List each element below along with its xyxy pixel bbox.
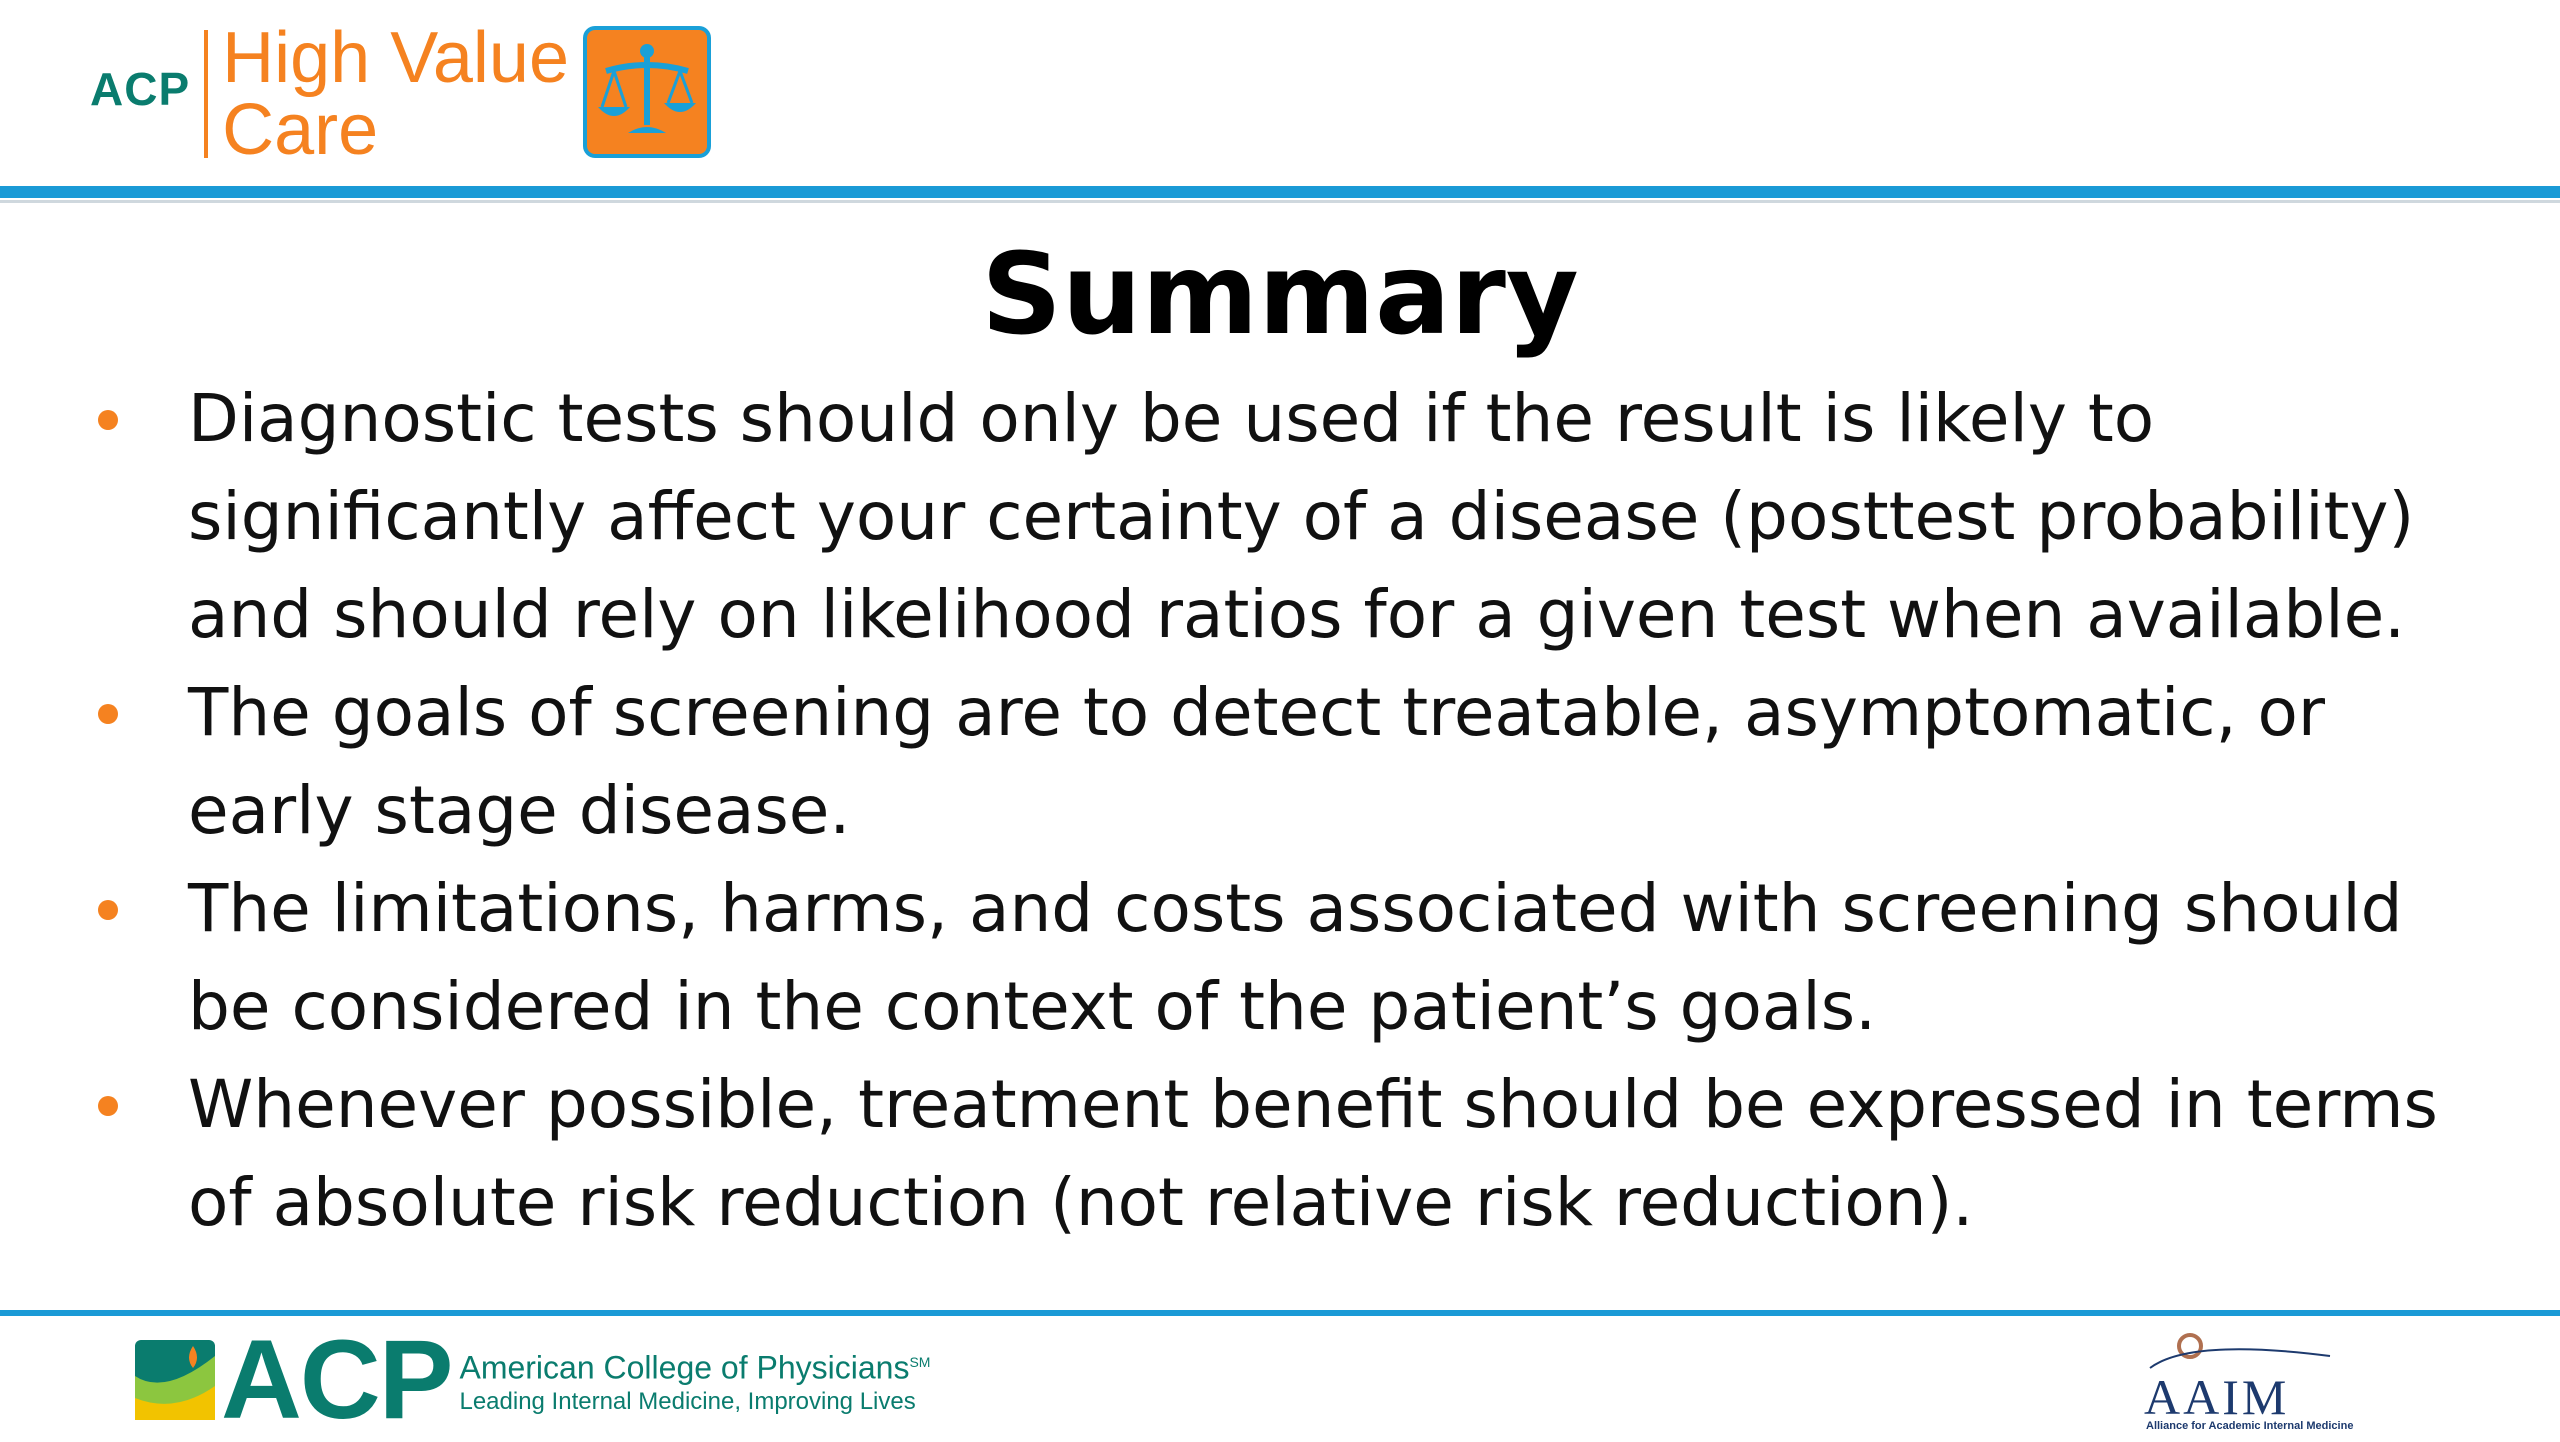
service-mark: SM (909, 1354, 931, 1371)
aaim-logo (2130, 1330, 2430, 1430)
acp-footer-logo (135, 1317, 931, 1442)
bullet-dot-icon (98, 410, 118, 430)
acp-footer-text (459, 1343, 930, 1417)
footer-rule (0, 1310, 2560, 1316)
bullet-text: The goals of screening are to detect treatable, asymptomatic, or early stage disease. (188, 674, 2326, 849)
acp-small-wordmark: ACP (90, 63, 191, 115)
header-rule (0, 186, 2560, 198)
summary-bullet-list (90, 370, 2520, 1252)
hvc-line-1: High Value (222, 18, 570, 98)
acp-organization-name (459, 1343, 930, 1387)
high-value-care-logo (90, 18, 711, 170)
slide-title: Summary (981, 230, 1579, 360)
bullet-text: Whenever possible, treatment benefit should be expressed in terms of absolute risk reduction (not relative risk reduction). (188, 1066, 2438, 1241)
bullet-dot-icon (98, 704, 118, 724)
scale-of-justice-icon (583, 26, 711, 158)
acp-wordmark: ACP (221, 1317, 452, 1442)
acp-tagline: Leading Internal Medicine, Improving Lives (459, 1387, 916, 1415)
acp-name-text: American College of Physicians (459, 1349, 910, 1386)
aaim-wordmark: AAIM (2144, 1369, 2290, 1425)
bullet-item (90, 370, 2520, 664)
bullet-text: The limitations, harms, and costs associated with screening should be considered in the context of the patient’s goals. (188, 870, 2403, 1045)
bullet-item (90, 664, 2520, 860)
bullet-item (90, 860, 2520, 1056)
bullet-text: Diagnostic tests should only be used if the result is likely to significantly affect your certainty of a disease (posttest probability) and should rely on likelihood ratios for a given test when available. (188, 380, 2415, 653)
hvc-wordmark (222, 18, 570, 170)
aaim-full-name: Alliance for Academic Internal Medicine (2146, 1420, 2354, 1432)
bullet-dot-icon (98, 900, 118, 920)
bullet-item (90, 1056, 2520, 1252)
bullet-dot-icon (98, 1096, 118, 1116)
hvc-line-2: Care (222, 90, 379, 170)
slide-header (0, 0, 2560, 200)
acp-emblem-icon (135, 1336, 215, 1424)
logo-divider (204, 30, 208, 158)
header-rule-shadow (0, 200, 2560, 203)
